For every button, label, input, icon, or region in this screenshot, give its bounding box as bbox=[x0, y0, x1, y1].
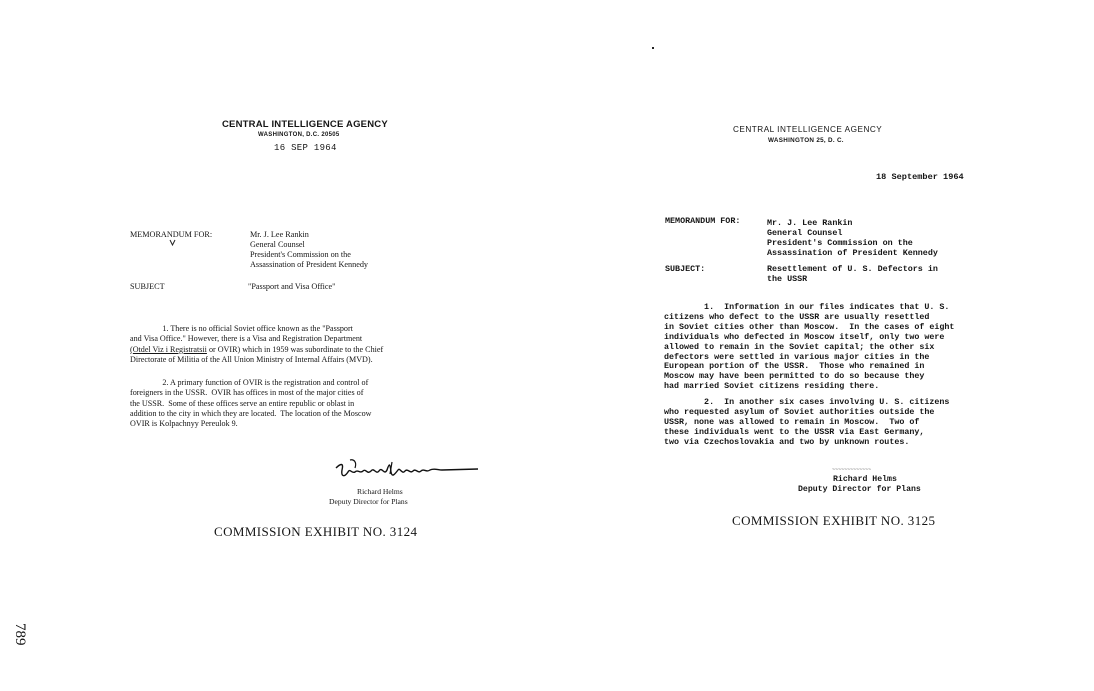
agency-heading: CENTRAL INTELLIGENCE AGENCY bbox=[733, 125, 883, 134]
memo-addressee: Mr. J. Lee Rankin General Counsel President's Commission on the Assassination of President Kennedy bbox=[767, 218, 938, 258]
page-number: 789 bbox=[12, 623, 28, 646]
paragraph-2: 2. In another six cases involving U. S. citizens who requested asylum of Soviet authorities outside the USSR, none was allowed to remain in Moscow. Two of these individuals went to the USSR via East Germany, two via Czechoslovakia and two by unknown routes. bbox=[664, 397, 950, 447]
paragraph-1: 1. Information in our files indicates that U. S. citizens who defect to the USSR are usually resettled in Soviet cities other than Moscow. In the cases of eight individuals who defected in Moscow itself, only two were allowed to remain in the Soviet capital; the other six defectors were settled in various major cities in the European portion of the USSR. Those who remained in Moscow may have been permitted to do so because they had married Soviet citizens residing there. bbox=[664, 302, 955, 392]
handwritten-signature bbox=[330, 456, 480, 486]
signature-scrawl: ~~~~~~~~~~~~~ bbox=[832, 467, 872, 473]
memo-date: 18 September 1964 bbox=[876, 172, 964, 182]
exhibit-caption: COMMISSION EXHIBIT NO. 3124 bbox=[214, 524, 418, 539]
memo-for-label: MEMORANDUM FOR: bbox=[665, 216, 741, 226]
signer-title: Deputy Director for Plans bbox=[798, 485, 921, 494]
paragraph-2: 2. A primary function of OVIR is the registration and control of foreigners in the USSR. OVIR has offices in most of the major cities of the USSR. Some of these offices serve an entire republic or oblast in addition to the city in which they are located. The location of the Moscow OVIR is Kolpachnyy Pereulok 9. bbox=[130, 378, 372, 429]
agency-address: WASHINGTON, D.C. 20505 bbox=[258, 132, 340, 138]
agency-heading: CENTRAL INTELLIGENCE AGENCY bbox=[222, 119, 388, 130]
agency-address: WASHINGTON 25, D. C. bbox=[768, 137, 844, 144]
signer-name: Richard Helms bbox=[833, 475, 897, 484]
signer-name: Richard Helms bbox=[357, 487, 403, 496]
subject-label: SUBJECT: bbox=[665, 264, 706, 274]
signer-title: Deputy Director for Plans bbox=[329, 497, 408, 506]
subject-text: Resettlement of U. S. Defectors in the USSR bbox=[767, 264, 938, 284]
caret-mark bbox=[169, 239, 176, 246]
paragraph-1: 1. There is no official Soviet office known as the "Passport and Visa Office." However, there is a Visa and Registration Department (Otdel Viz i Registratsii or OVIR) which in 1959 was subordinate to the Chief Directorate of Militia of the All Union Ministry of Internal Affairs (MVD). bbox=[130, 324, 384, 364]
subject-text: "Passport and Visa Office" bbox=[248, 282, 336, 291]
memo-addressee: Mr. J. Lee Rankin General Counsel President's Commission on the Assassination of President Kennedy bbox=[250, 230, 369, 269]
exhibit-caption: COMMISSION EXHIBIT NO. 3125 bbox=[732, 513, 936, 528]
memo-date: 16 SEP 1964 bbox=[274, 143, 337, 153]
memo-for-label: MEMORANDUM FOR: bbox=[130, 230, 213, 239]
subject-label: SUBJECT bbox=[130, 282, 165, 291]
stray-mark bbox=[652, 47, 654, 49]
underlined-russian-name: (Otdel Viz i Registratsii bbox=[130, 344, 207, 354]
